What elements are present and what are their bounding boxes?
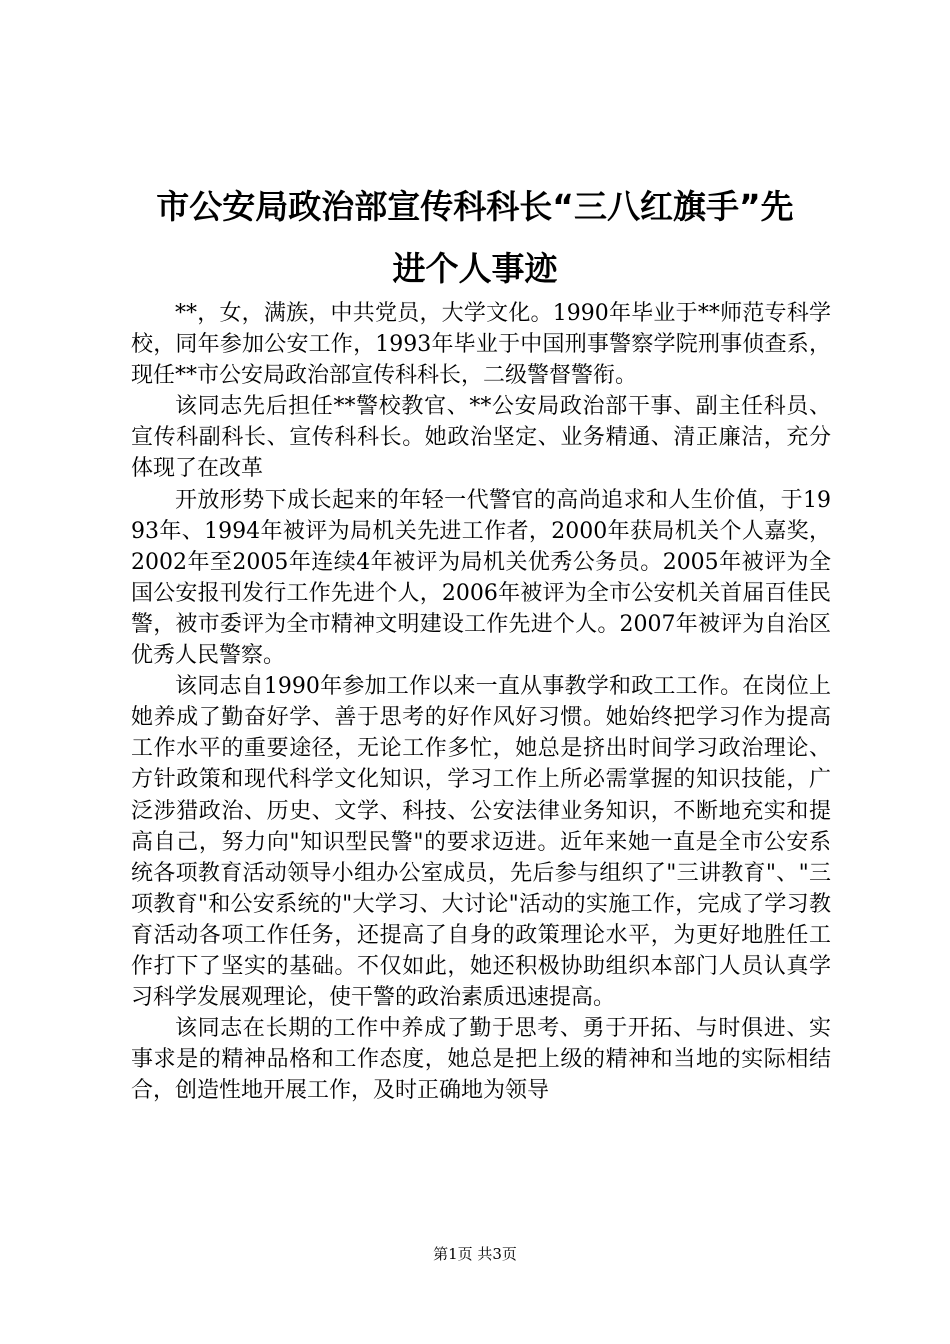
page-number: 第1页 共3页: [433, 1245, 517, 1263]
paragraph-study: 该同志自1990年参加工作以来一直从事教学和政工工作。在岗位上她养成了勤奋好学、善于思考的好作风好习惯。她始终把学习作为提高工作水平的重要途径，无论工作多忙，她总是挤出时间学习政治理论、方针政策和现代科学文化知识，学习工作上所必需掌握的知识技能，广泛涉猎政治、历史、文学、科技、公安法律业务知识，不断地充实和提高自己，努力向"知识型民警"的要求迈进。近年来她一直是全市公安系统各项教育活动领导小组办公室成员，先后参与组织了"三讲教育"、"三项教育"和公安系统的"大学习、大讨论"活动的实施工作，完成了学习教育活动各项工作任务，还提高了自身的政策理论水平，为更好地胜任工作打下了坚实的基础。不仅如此，她还积极协助组织本部门人员认真学习科学发展观理论，使干警的政治素质迅速提高。: [131, 674, 831, 1011]
paragraph-honors: 开放形势下成长起来的年轻一代警官的高尚追求和人生价值，于1993年、1994年被评为局机关先进工作者，2000年获局机关个人嘉奖，2002年至2005年连续4年被评为局机关优秀公务员。2005年被评为全国公安报刊发行工作先进个人，2006年被评为全市公安机关首届百佳民警，被市委评为全市精神文明建设工作先进个人。2007年被评为自治区优秀人民警察。: [131, 487, 831, 669]
title-line-2: 进个人事迹: [392, 249, 558, 288]
paragraph-positions: 该同志先后担任**警校教官、**公安局政治部干事、副主任科员、宣传科副科长、宣传科科长。她政治坚定、业务精通、清正廉洁，充分体现了在改革: [131, 394, 831, 482]
paragraph-intro: **，女，满族，中共党员，大学文化。1990年毕业于**师范专科学校，同年参加公安工作，1993年毕业于中国刑事警察学院刑事侦查系，现任**市公安局政治部宣传科科长，二级警督警衔。: [131, 301, 831, 389]
title-line-1: 市公安局政治部宣传科科长“三八红旗手”先: [156, 187, 794, 226]
paragraph-work-attitude: 该同志在长期的工作中养成了勤于思考、勇于开拓、与时俱进、实事求是的精神品格和工作态度，她总是把上级的精神和当地的实际相结合，创造性地开展工作，及时正确地为领导: [131, 1016, 831, 1104]
document-title: [100, 176, 850, 300]
document-body: [131, 298, 831, 1106]
